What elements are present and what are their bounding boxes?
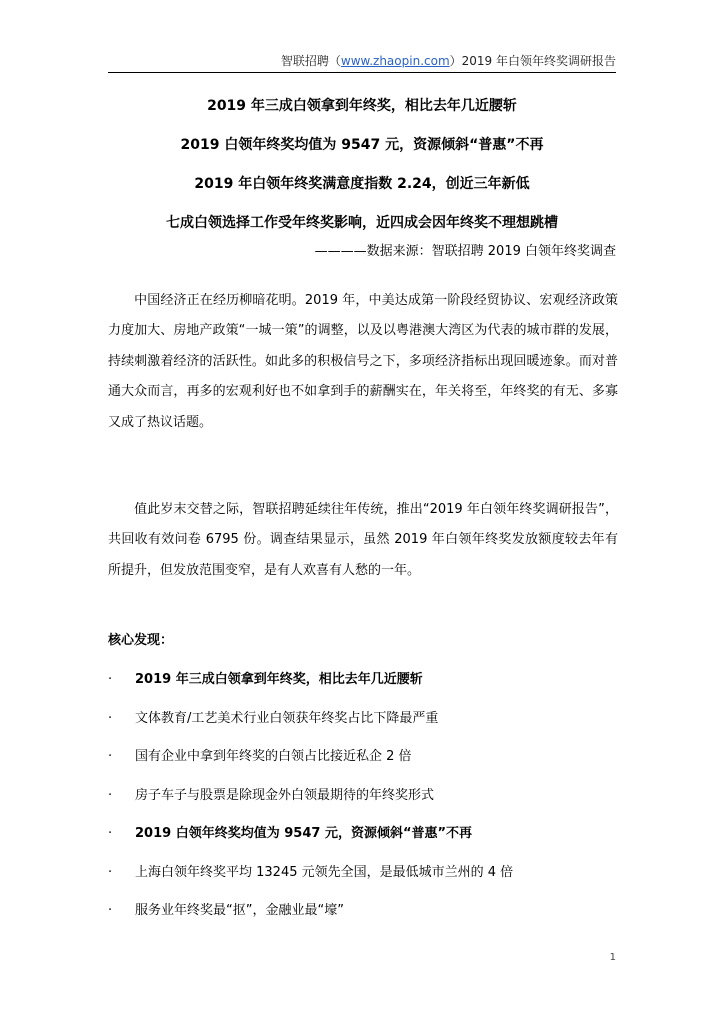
finding-text: 房子车子与股票是除现金外白领最期待的年终奖形式: [135, 787, 435, 803]
headline-3: 2019 年白领年终奖满意度指数 2.24，创近三年新低: [194, 176, 530, 192]
finding-text: 2019 年三成白领拿到年终奖，相比去年几近腰斩: [135, 672, 423, 687]
core-findings-heading: 核心发现：: [108, 633, 174, 648]
finding-text: 2019 白领年终奖均值为 9547 元，资源倾斜“普惠”不再: [135, 826, 473, 841]
intro-paragraph: [108, 286, 618, 438]
header-org: 智联招聘（: [280, 54, 341, 68]
survey-paragraph-text: 值此岁末交替之际，智联招聘延续往年传统，推出“2019 年白领年终奖调研报告”，共回收有效问卷 6795 份。调查结果显示，虽然 2019 年白领年终奖发放额度较去年有所提升，但发放范围变窄，是有人欢喜有人愁的一年。: [108, 502, 618, 578]
headline-4: 七成白领选择工作受年终奖影响，近四成会因年终奖不理想跳槽: [166, 215, 558, 231]
list-item: [108, 710, 618, 749]
bullet: ·: [108, 826, 113, 841]
bullet: ·: [108, 787, 113, 803]
list-item: [108, 902, 618, 941]
header-url-link[interactable]: www.zhaopin.com: [340, 54, 450, 68]
title-block: [108, 97, 616, 253]
headline-1: 2019 年三成白领拿到年终奖，相比去年几近腰斩: [207, 98, 517, 114]
list-item: [108, 671, 618, 710]
bullet: ·: [108, 749, 113, 764]
header-divider: [108, 72, 616, 73]
finding-text: 文体教育/工艺美术行业白领获年终奖占比下降最严重: [135, 710, 439, 726]
bullet: ·: [108, 710, 113, 726]
finding-text: 国有企业中拿到年终奖的白领占比接近私企 2 倍: [135, 749, 412, 764]
intro-paragraph-text: 中国经济正在经历柳暗花明。2019 年，中美达成第一阶段经贸协议、宏观经济政策力度加大、房地产政策“一城一策”的调整，以及以粤港澳大湾区为代表的城市群的发展，持续刺激着经济的活跃性。如此多的积极信号之下，多项经济指标出现回暖迹象。而对普通大众而言，再多的宏观利好也不如拿到手的薪酬实在，年关将至，年终奖的有无、多寡又成了热议话题。: [108, 293, 618, 430]
header-report-title: ）2019 年白领年终奖调研报告: [449, 54, 616, 68]
survey-paragraph: [108, 495, 618, 586]
finding-text: 上海白领年终奖平均 13245 元领先全国，是最低城市兰州的 4 倍: [135, 864, 514, 880]
list-item: [108, 787, 618, 826]
bullet: ·: [108, 672, 113, 687]
list-item: [108, 864, 618, 903]
list-item: [108, 748, 618, 787]
finding-text: 服务业年终奖最“抠”，金融业最“壕”: [135, 903, 344, 918]
core-findings-list: [108, 671, 618, 941]
page-number: 1: [609, 952, 616, 963]
page-header: [281, 53, 616, 69]
headline-2: 2019 白领年终奖均值为 9547 元，资源倾斜“普惠”不再: [180, 137, 544, 153]
bullet: ·: [108, 903, 113, 918]
bullet: ·: [108, 864, 113, 880]
data-source-note: ————数据来源：智联招聘 2019 白领年终奖调查: [314, 244, 616, 259]
list-item: [108, 825, 618, 864]
